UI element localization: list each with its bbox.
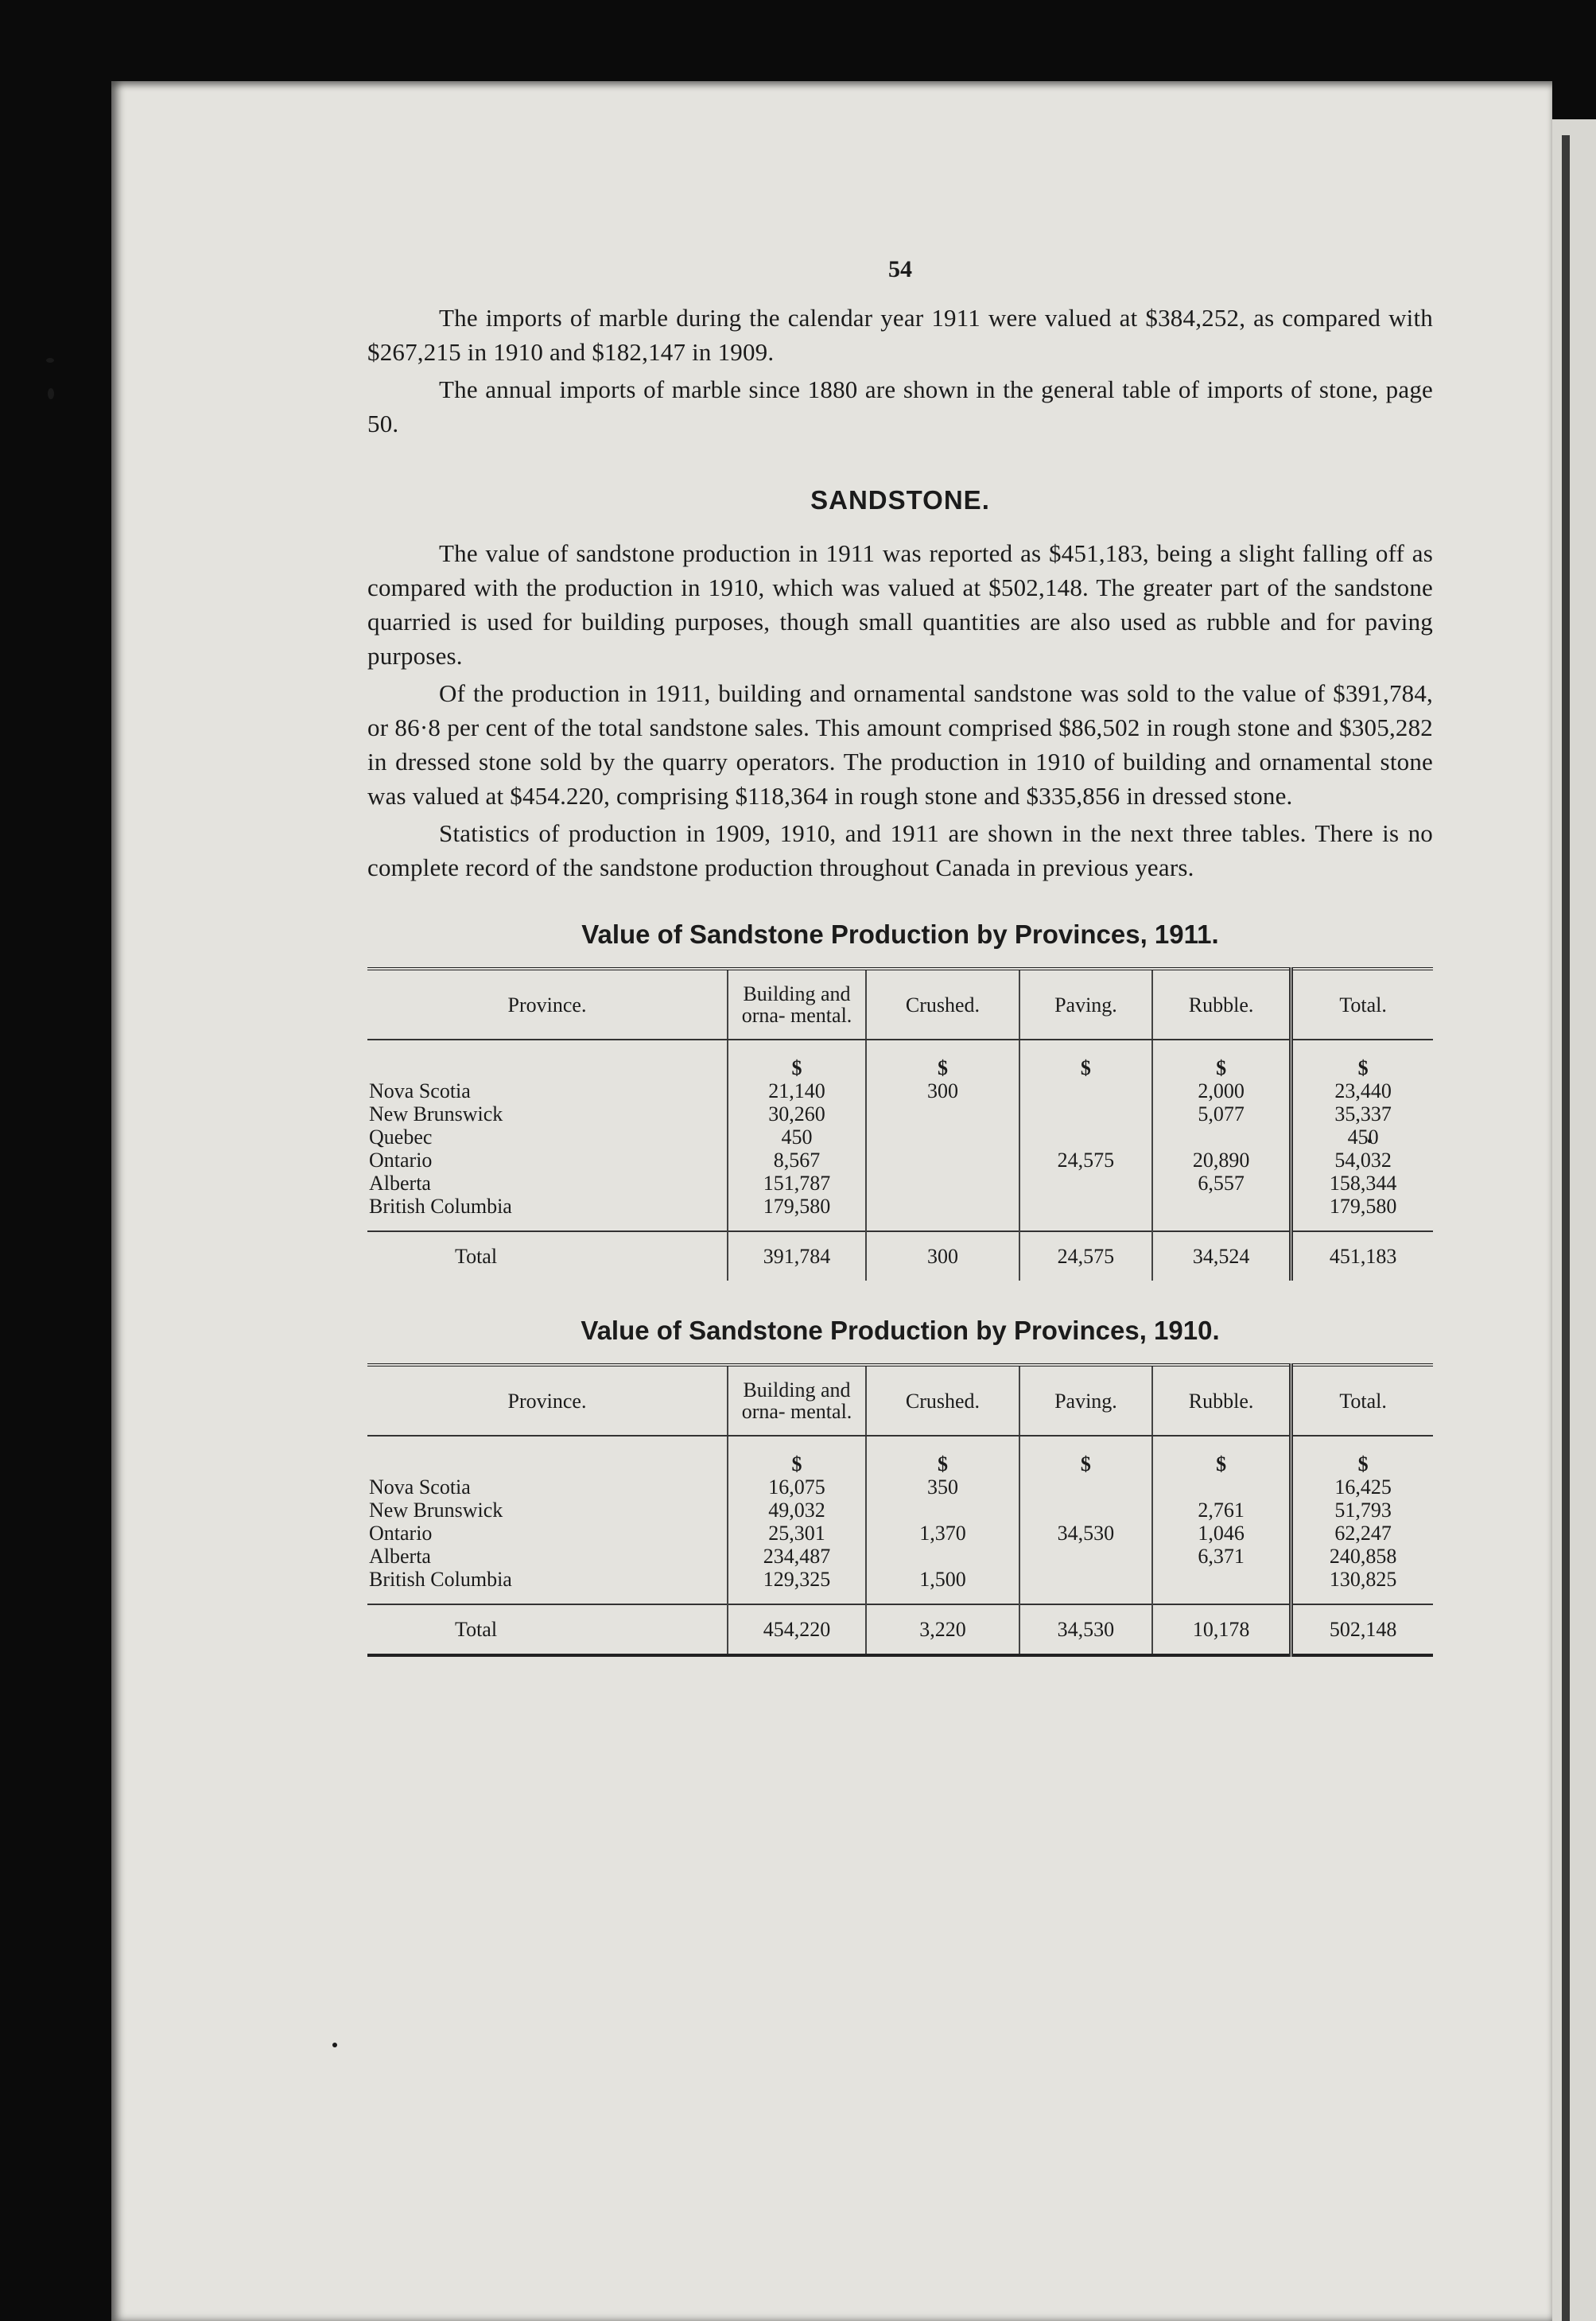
header-paving: Paving.: [1019, 1365, 1152, 1436]
total-row: [367, 1604, 1433, 1655]
currency-cell: $: [1019, 1040, 1152, 1079]
value-cell: [866, 1149, 1019, 1172]
sandstone-paragraph-3: Statistics of production in 1909, 1910, and 1911 are shown in the next three tables. There is no complete record of the sandstone production throughout Canada in previous years.: [367, 819, 1433, 881]
total-cell: 451,183: [1291, 1231, 1433, 1281]
header-rubble: Rubble.: [1152, 1365, 1291, 1436]
total-cell: 3,220: [866, 1604, 1019, 1655]
value-cell: 62,247: [1291, 1522, 1433, 1545]
value-cell: 5,077: [1152, 1102, 1291, 1126]
marble-imports-paragraph: The imports of marble during the calendar year 1911 were valued at $384,252, as compared with $267,215 in 1910 and $182,147 in 1909.: [367, 304, 1433, 366]
total-cell: 391,784: [728, 1231, 866, 1281]
total-cell: 10,178: [1152, 1604, 1291, 1655]
total-row: [367, 1231, 1433, 1281]
value-cell: 30,260: [728, 1102, 866, 1126]
page-gutter-shadow: [1562, 135, 1570, 2321]
sandstone-paragraph-1: The value of sandstone production in 1911 was reported as $451,183, being a slight falling off as compared with the production in 1910, which was valued at $502,148. The greater part of the sandstone quarried is used for building purposes, though small quantities are also used as rubble and for paving purposes.: [367, 539, 1433, 670]
table-body: [367, 1436, 1433, 1655]
value-cell: [1019, 1499, 1152, 1522]
value-cell: 1,046: [1152, 1522, 1291, 1545]
section-heading: SANDSTONE.: [810, 485, 990, 515]
marble-imports-reference-paragraph: The annual imports of marble since 1880 are shown in the general table of imports of stone, page 50.: [367, 375, 1433, 437]
total-cell: 300: [866, 1231, 1019, 1281]
scan-speck: [332, 2043, 337, 2047]
value-cell: 54,032: [1291, 1149, 1433, 1172]
table-1910-title: Value of Sandstone Production by Provinces, 1910.: [581, 1316, 1220, 1345]
table-row: [367, 1079, 1433, 1102]
province-cell: Quebec: [369, 1126, 433, 1149]
value-cell: [1152, 1195, 1291, 1231]
table-row: [367, 1475, 1433, 1499]
header-building: Building and orna- mental.: [728, 969, 866, 1040]
value-cell: 234,487: [728, 1545, 866, 1568]
currency-cell: $: [866, 1040, 1019, 1079]
value-cell: 49,032: [728, 1499, 866, 1522]
scan-speck: [48, 388, 54, 399]
header-paving: Paving.: [1019, 969, 1152, 1040]
value-cell: [1019, 1172, 1152, 1195]
table-row: [367, 1126, 1433, 1149]
province-cell: Alberta: [369, 1545, 431, 1568]
table-row: [367, 1522, 1433, 1545]
header-rubble: Rubble.: [1152, 969, 1291, 1040]
value-cell: 35,337: [1291, 1102, 1433, 1126]
table-row: [367, 1102, 1433, 1126]
header-province: Province.: [367, 1365, 728, 1436]
currency-cell: $: [728, 1436, 866, 1475]
value-cell: 151,787: [728, 1172, 866, 1195]
value-cell: [1152, 1568, 1291, 1604]
value-cell: 2,761: [1152, 1499, 1291, 1522]
value-cell: [866, 1172, 1019, 1195]
value-cell: [1019, 1126, 1152, 1149]
table-row: [367, 1195, 1433, 1231]
value-cell: 16,075: [728, 1475, 866, 1499]
currency-cell: $: [1291, 1436, 1433, 1475]
page-number: 54: [888, 256, 912, 282]
scan-speck: [46, 358, 54, 363]
value-cell: 179,580: [1291, 1195, 1433, 1231]
currency-cell: $: [1019, 1436, 1152, 1475]
table-1911: [367, 967, 1433, 1281]
currency-row: [367, 1436, 1433, 1475]
currency-cell: [367, 1040, 728, 1079]
value-cell: [866, 1102, 1019, 1126]
value-cell: [1019, 1568, 1152, 1604]
table-1910: [367, 1363, 1433, 1657]
value-cell: 34,530: [1019, 1522, 1152, 1545]
currency-cell: $: [1152, 1040, 1291, 1079]
value-cell: 300: [866, 1079, 1019, 1102]
value-cell: [1019, 1102, 1152, 1126]
total-cell: 502,148: [1291, 1604, 1433, 1655]
value-cell: 450: [728, 1126, 866, 1149]
province-cell: Alberta: [369, 1172, 431, 1195]
value-cell: 6,371: [1152, 1545, 1291, 1568]
header-crushed: Crushed.: [866, 969, 1019, 1040]
value-cell: [866, 1499, 1019, 1522]
value-cell: 240,858: [1291, 1545, 1433, 1568]
province-cell: New Brunswick: [369, 1102, 503, 1126]
province-cell: Nova Scotia: [369, 1079, 471, 1102]
value-cell: 16,425: [1291, 1475, 1433, 1499]
value-cell: 20,890: [1152, 1149, 1291, 1172]
total-label: Total: [367, 1231, 728, 1281]
table-row: [367, 1499, 1433, 1522]
value-cell: [1019, 1545, 1152, 1568]
value-cell: 8,567: [728, 1149, 866, 1172]
value-cell: [1152, 1126, 1291, 1149]
value-cell: 1,500: [866, 1568, 1019, 1604]
table-row: [367, 1149, 1433, 1172]
header-building: Building and orna- mental.: [728, 1365, 866, 1436]
table-row: [367, 1568, 1433, 1604]
value-cell: 6,557: [1152, 1172, 1291, 1195]
header-total: Total.: [1291, 969, 1433, 1040]
value-cell: 23,440: [1291, 1079, 1433, 1102]
province-cell: New Brunswick: [369, 1499, 503, 1522]
value-cell: [866, 1195, 1019, 1231]
header-province: Province.: [367, 969, 728, 1040]
province-cell: Ontario: [369, 1149, 433, 1172]
page-content: [367, 256, 1433, 1657]
province-cell: British Columbia: [369, 1195, 512, 1218]
value-cell: 350: [866, 1475, 1019, 1499]
table-1911-title: Value of Sandstone Production by Provinces, 1911.: [581, 919, 1219, 949]
table-header-row: [367, 969, 1433, 1040]
total-cell: 34,524: [1152, 1231, 1291, 1281]
value-cell: 2,000: [1152, 1079, 1291, 1102]
currency-cell: $: [866, 1436, 1019, 1475]
province-cell: Ontario: [369, 1522, 433, 1545]
table-row: [367, 1172, 1433, 1195]
province-cell: British Columbia: [369, 1568, 512, 1591]
value-cell: 129,325: [728, 1568, 866, 1604]
value-cell: 130,825: [1291, 1568, 1433, 1604]
table-row: [367, 1545, 1433, 1568]
value-cell: 179,580: [728, 1195, 866, 1231]
value-cell: 51,793: [1291, 1499, 1433, 1522]
value-cell: 450: [1291, 1126, 1433, 1149]
header-total: Total.: [1291, 1365, 1433, 1436]
value-cell: [866, 1126, 1019, 1149]
currency-cell: $: [1152, 1436, 1291, 1475]
total-label: Total: [367, 1604, 728, 1655]
value-cell: 21,140: [728, 1079, 866, 1102]
currency-cell: $: [728, 1040, 866, 1079]
total-cell: 24,575: [1019, 1231, 1152, 1281]
adjacent-page-edge: [1552, 119, 1596, 2321]
value-cell: [1019, 1079, 1152, 1102]
table-body: [367, 1040, 1433, 1281]
currency-cell: [367, 1436, 728, 1475]
currency-row: [367, 1040, 1433, 1079]
province-cell: Nova Scotia: [369, 1475, 471, 1499]
value-cell: [1019, 1475, 1152, 1499]
value-cell: 158,344: [1291, 1172, 1433, 1195]
value-cell: 25,301: [728, 1522, 866, 1545]
value-cell: [866, 1545, 1019, 1568]
table-header-row: [367, 1365, 1433, 1436]
total-cell: 34,530: [1019, 1604, 1152, 1655]
header-crushed: Crushed.: [866, 1365, 1019, 1436]
total-cell: 454,220: [728, 1604, 866, 1655]
value-cell: 1,370: [866, 1522, 1019, 1545]
sandstone-paragraph-2: Of the production in 1911, building and ornamental sandstone was sold to the value of $391,784, or 86·8 per cent of the total sandstone sales. This amount comprised $86,502 in rough stone and $305,282 in dressed stone sold by the quarry operators. The production in 1910 of building and ornamental stone was valued at $454.220, comprising $118,364 in rough stone and $335,856 in dressed stone.: [367, 679, 1433, 810]
value-cell: 24,575: [1019, 1149, 1152, 1172]
value-cell: [1152, 1475, 1291, 1499]
value-cell: [1019, 1195, 1152, 1231]
currency-cell: $: [1291, 1040, 1433, 1079]
